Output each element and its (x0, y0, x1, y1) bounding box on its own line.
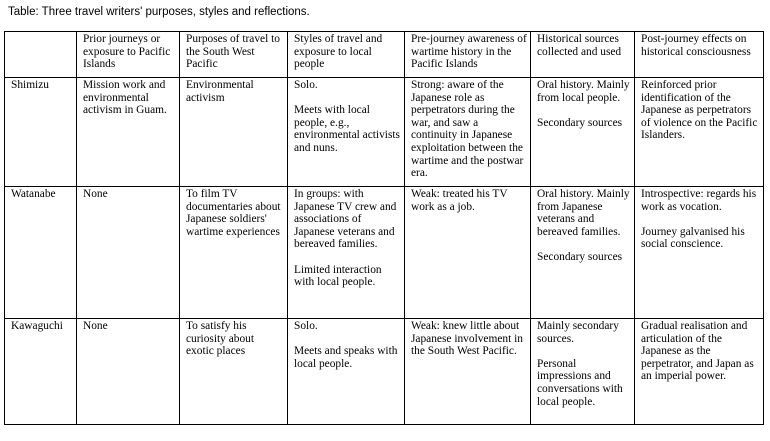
cell-awareness (405, 319, 531, 425)
cell-awareness (405, 78, 531, 187)
cell-paragraph: Journey galvanised his social conscience. (641, 225, 745, 251)
cell-effects (635, 78, 764, 187)
cell-purposes (180, 187, 288, 319)
cell-paragraph: Introspective: regards his work as vocation. (641, 188, 757, 213)
cell-paragraph: Oral history. Mainly from Japanese veterans and bereaved families. (537, 188, 630, 238)
header-purposes: Purposes of travel to the South West Pacific (180, 32, 288, 78)
cell-effects (635, 187, 764, 319)
cell-paragraph: Environmental activism (186, 79, 254, 104)
header-effects: Post-journey effects on historical consciousness (635, 32, 764, 78)
cell-sources (531, 319, 635, 425)
header-writer (5, 32, 77, 78)
table-row-shimizu (5, 78, 764, 187)
table-caption: Table: Three travel writers' purposes, styles and reflections. (8, 6, 310, 18)
cell-sources (531, 78, 635, 187)
header-styles: Styles of travel and exposure to local people (288, 32, 405, 78)
table-header-row (5, 32, 764, 78)
travel-writers-table (4, 31, 764, 425)
cell-writer: Watanabe (5, 187, 77, 319)
cell-paragraph: Mission work and environmental activism in Guam. (83, 79, 167, 117)
cell-paragraph: Secondary sources (537, 116, 623, 129)
cell-paragraph: Weak: knew little about Japanese involvement in the South West Pacific. (411, 320, 523, 358)
cell-paragraph: Meets and speaks with local people. (294, 345, 398, 370)
cell-styles (288, 78, 405, 187)
cell-paragraph: Reinforced prior identification of the Japanese as perpetrators of violence on the Pacific Islanders. (641, 79, 758, 142)
cell-paragraph: To film TV documentaries about Japanese soldiers' wartime experiences (186, 188, 281, 238)
cell-paragraph: In groups: with Japanese TV crew and associations of Japanese veterans and bereaved families. (294, 188, 397, 251)
cell-effects (635, 319, 764, 425)
cell-paragraph: Oral history. Mainly from local people. (537, 79, 630, 104)
cell-paragraph: Mainly secondary sources. (537, 320, 619, 345)
header-awareness: Pre-journey awareness of wartime history in the Pacific Islands (405, 32, 531, 78)
cell-writer: Shimizu (5, 78, 77, 187)
cell-purposes (180, 319, 288, 425)
cell-prior (77, 319, 180, 425)
cell-paragraph: To satisfy his curiosity about exotic places (186, 320, 255, 358)
cell-paragraph: None (83, 188, 108, 200)
cell-styles (288, 187, 405, 319)
table-row-kawaguchi (5, 319, 764, 425)
header-prior-journeys: Prior journeys or exposure to Pacific Islands (77, 32, 180, 78)
cell-paragraph: Solo. (294, 320, 318, 332)
cell-paragraph: Strong: aware of the Japanese role as perpetrators during the war, and saw a continuity in Japanese exploitation between the wartime and the postwar era. (411, 79, 524, 180)
table-row-watanabe (5, 187, 764, 319)
cell-awareness (405, 187, 531, 319)
cell-paragraph: Personal impressions and conversations with local people. (537, 357, 623, 408)
header-sources: Historical sources collected and used (531, 32, 635, 78)
cell-paragraph: Meets with local people, e.g., environmental activists and nuns. (294, 104, 400, 154)
cell-prior (77, 187, 180, 319)
cell-prior (77, 78, 180, 187)
cell-paragraph: Secondary sources (537, 250, 623, 263)
cell-styles (288, 319, 405, 425)
cell-paragraph: Solo. (294, 79, 318, 91)
cell-sources (531, 187, 635, 319)
cell-paragraph: Gradual realisation and articulation of the Japanese as the perpetrator, and Japan as an imperial power. (641, 320, 754, 383)
cell-writer: Kawaguchi (5, 319, 77, 425)
cell-paragraph: Limited interaction with local people. (294, 263, 382, 289)
cell-purposes (180, 78, 288, 187)
cell-paragraph: None (83, 320, 108, 332)
cell-paragraph: Weak: treated his TV work as a job. (411, 188, 508, 213)
